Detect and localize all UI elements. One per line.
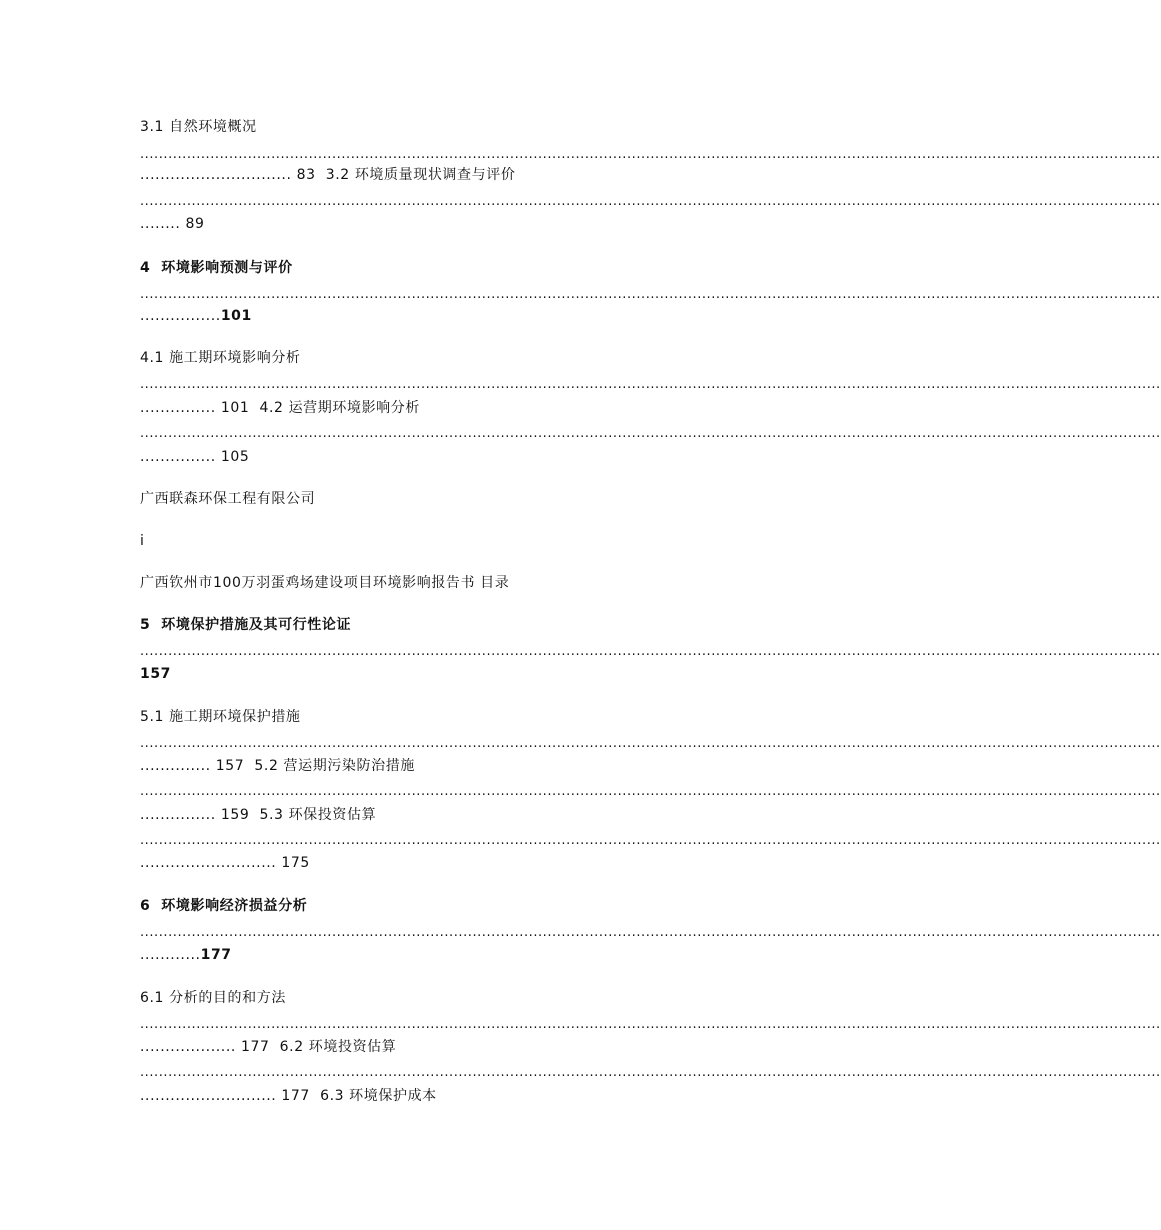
toc-page-number: 83 <box>296 167 316 183</box>
toc-entry-continuation <box>140 1037 396 1057</box>
toc-page-number: 89 <box>185 216 205 232</box>
toc-entry-title: 5.1 施工期环境保护措施 <box>140 709 301 725</box>
toc-entry-continuation <box>140 1086 437 1106</box>
toc-page-number: 177 <box>200 947 232 963</box>
toc-leader-dots: .......................................................................................................................................................................................................................... <box>140 1017 1161 1032</box>
toc-entry-continuation <box>140 214 204 234</box>
toc-leader-dots: .......................................................................................................................................................................................................................... <box>140 147 1161 162</box>
toc-page-number: 157 <box>140 666 172 682</box>
toc-entry-continuation <box>140 756 415 776</box>
toc-leader-dots: .......................................................................................................................................................................................................................... <box>140 736 1161 751</box>
footer-company: 广西联森环保工程有限公司 <box>140 491 316 507</box>
toc-entry-continuation <box>140 398 420 418</box>
toc-leader-dots: ........ <box>140 216 181 232</box>
toc-entry-continuation <box>140 447 249 467</box>
toc-chapter-title <box>140 258 293 278</box>
toc-leader-dots: ........................... <box>140 1088 277 1104</box>
toc-entry-continuation <box>140 165 515 185</box>
toc-entry-title: 3.1 自然环境概况 <box>140 119 257 135</box>
toc-page-number: 175 <box>281 855 310 871</box>
toc-entry-title: 6.3 环境保护成本 <box>320 1088 437 1104</box>
toc-entry-continuation <box>140 853 310 873</box>
header-doc-title: 广西钦州市100万羽蛋鸡场建设项目环境影响报告书 目录 <box>140 575 510 591</box>
toc-entry-title: 5.2 营运期污染防治措施 <box>254 758 415 774</box>
toc-leader-dots: .......................................................................................................................................................................................................................... <box>140 784 1161 799</box>
toc-leader-dots: .......................................................................................................................................................................................................................... <box>140 1065 1161 1080</box>
toc-chapter-title <box>140 615 351 635</box>
toc-page-number: 101 <box>220 400 250 416</box>
toc-page-number: 177 <box>241 1039 270 1055</box>
toc-entry-title: 6.1 分析的目的和方法 <box>140 990 286 1006</box>
toc-entry-title: 3.2 环境质量现状调查与评价 <box>325 167 516 183</box>
toc-leader-dots: ............ <box>140 947 201 963</box>
toc-page-number: 105 <box>220 449 250 465</box>
toc-leader-dots: ........................... <box>140 855 277 871</box>
toc-entry-title: 6.2 环境投资估算 <box>279 1039 397 1055</box>
toc-leader-dots: .............................. <box>140 167 292 183</box>
toc-leader-dots: .......................................................................................................................................................................................................................... <box>140 644 1161 659</box>
toc-chapter-title-text: 4 环境影响预测与评价 <box>140 260 293 276</box>
toc-leader-dots: .......................................................................................................................................................................................................................... <box>140 925 1161 940</box>
toc-entry-title: 4.1 施工期环境影响分析 <box>140 350 301 366</box>
toc-page-number: 159 <box>220 807 250 823</box>
toc-leader-dots: ............... <box>140 400 216 416</box>
toc-chapter-title-text: 5 环境保护措施及其可行性论证 <box>140 617 352 633</box>
page-number: i <box>140 533 145 549</box>
toc-entry-title: 4.2 运营期环境影响分析 <box>259 400 420 416</box>
toc-entry-title: 5.3 环保投资估算 <box>259 807 377 823</box>
toc-entry-continuation <box>140 805 376 825</box>
toc-page-number: 157 <box>215 758 245 774</box>
toc-page-number: 101 <box>220 308 252 324</box>
toc-leader-dots: .......................................................................................................................................................................................................................... <box>140 377 1161 392</box>
toc-leader-dots: .......................................................................................................................................................................................................................... <box>140 833 1161 848</box>
toc-leader-dots: .............. <box>140 758 211 774</box>
toc-leader-dots: ............... <box>140 449 216 465</box>
toc-leader-dots: ............... <box>140 807 216 823</box>
toc-leader-dots: .......................................................................................................................................................................................................................... <box>140 194 1161 209</box>
toc-entry-continuation <box>140 945 232 965</box>
toc-leader-dots: ................... <box>140 1039 236 1055</box>
toc-leader-dots: ................ <box>140 308 221 324</box>
toc-chapter-title-text: 6 环境影响经济损益分析 <box>140 898 308 914</box>
toc-page-number: 177 <box>281 1088 310 1104</box>
toc-leader-dots: .......................................................................................................................................................................................................................... <box>140 426 1161 441</box>
toc-entry-continuation <box>140 306 252 326</box>
toc-chapter-title <box>140 896 307 916</box>
toc-leader-dots: .......................................................................................................................................................................................................................... <box>140 287 1161 302</box>
